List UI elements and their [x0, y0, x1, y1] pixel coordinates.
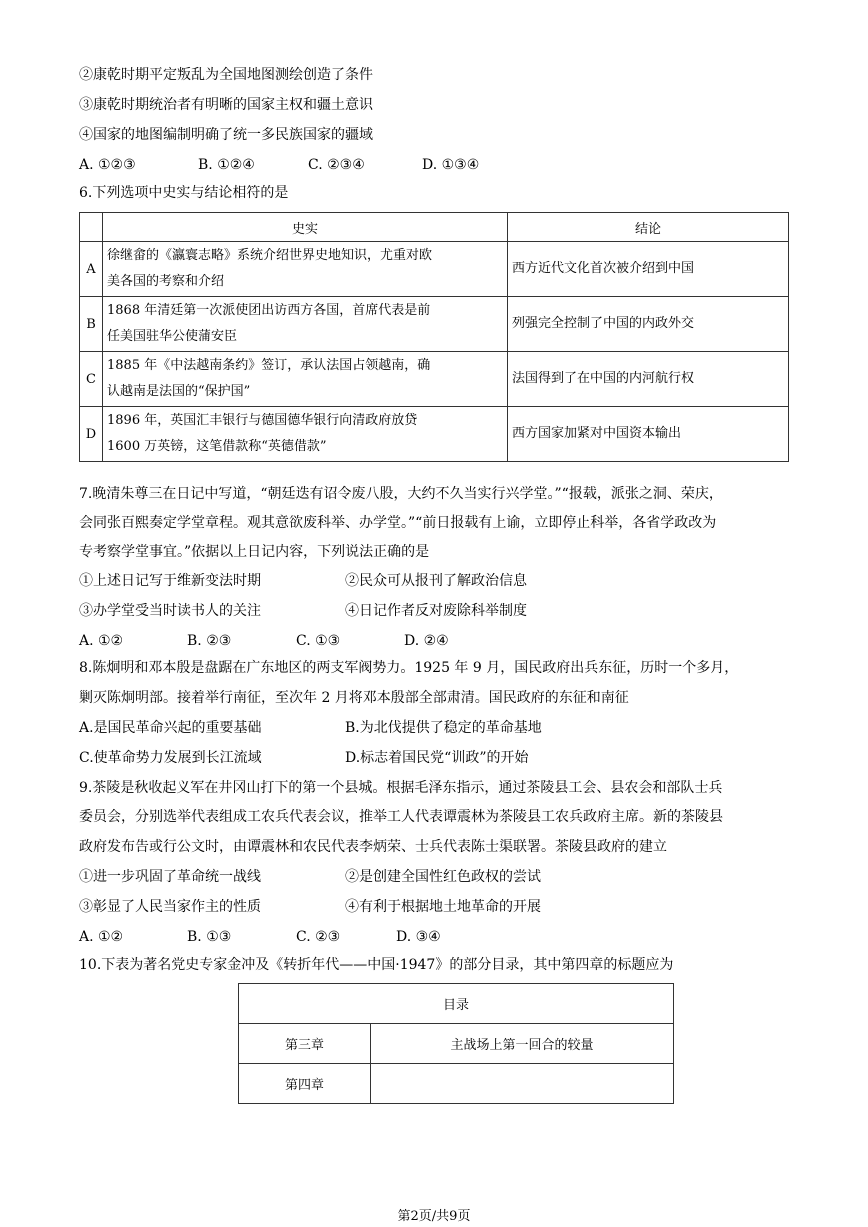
q9-option-d: D. ③④ [396, 929, 441, 945]
q8-option-b: B.为北伐提供了稳定的革命基地 [345, 720, 542, 736]
q9-option-c: C. ②③ [296, 929, 341, 945]
toc-chapter-3-label: 第三章 [239, 1024, 371, 1064]
row-conclusion: 法国得到了在中国的内河航行权 [508, 352, 789, 407]
q9-stem-line-3: 政府发布告或行公文时，由谭震林和农民代表李炳荣、士兵代表陈士渠联署。茶陵县政府的建立 [79, 839, 667, 855]
q9-stem-line-1: 9.茶陵是秋收起义军在井冈山打下的第一个县城。根据毛泽东指示，通过茶陵县工会、县农会和部队士兵 [79, 780, 723, 796]
q5-option-d: D. ①③④ [422, 157, 480, 173]
fact-line: 任美国驻华公使蒲安臣 [107, 329, 238, 344]
row-conclusion: 西方近代文化首次被介绍到中国 [508, 242, 789, 297]
row-conclusion: 西方国家加紧对中国资本输出 [508, 407, 789, 462]
q7-option-d: D. ②④ [404, 633, 449, 649]
fact-line: 美各国的考察和介绍 [107, 274, 225, 289]
row-fact [103, 407, 508, 462]
table-row [239, 1064, 674, 1104]
q9-statement-3: ③彰显了人民当家作主的性质 [79, 899, 261, 915]
q7-statement-1: ①上述日记写于维新变法时期 [79, 573, 261, 589]
fact-line: 1885 年《中法越南条约》签订，承认法国占领越南，确 [107, 358, 431, 373]
q5-option-a: A. ①②③ [79, 157, 136, 173]
q6-stem: 6.下列选项中史实与结论相符的是 [79, 185, 289, 201]
row-label: A [80, 242, 103, 297]
row-conclusion: 列强完全控制了中国的内政外交 [508, 297, 789, 352]
q7-statement-2: ②民众可从报刊了解政治信息 [345, 573, 527, 589]
q7-statement-3: ③办学堂受当时读书人的关注 [79, 603, 261, 619]
q8-stem-line-2: 剿灭陈炯明部。接着举行南征，至次年 2 月将邓本殷部全部肃清。国民政府的东征和南征 [79, 690, 629, 706]
q9-option-a: A. ①② [79, 929, 124, 945]
q7-option-b: B. ②③ [187, 633, 232, 649]
fact-line: 徐继畲的《瀛寰志略》系统介绍世界史地知识，尤重对欧 [107, 248, 433, 263]
fact-line: 1896 年，英国汇丰银行与德国德华银行向清政府放贷 [107, 413, 418, 428]
q10-toc-table [238, 983, 674, 1104]
q9-statement-1: ①进一步巩固了革命统一战线 [79, 869, 261, 885]
page-footer: 第2页/共9页 [397, 1209, 471, 1224]
row-label: C [80, 352, 103, 407]
q5-option-c: C. ②③④ [308, 157, 365, 173]
q9-stem-line-2: 委员会，分别选举代表组成工农兵代表会议，推举工人代表谭震林为茶陵县工农兵政府主席。新的茶陵县 [79, 809, 723, 825]
q7-stem-line-1: 7.晚清朱尊三在日记中写道，“朝廷迭有诏令废八股，大约不久当实行兴学堂。”“报载，派张之洞、荣庆， [79, 486, 723, 502]
q6-header-conclusion: 结论 [508, 213, 789, 242]
q9-statement-4: ④有利于根据地土地革命的开展 [345, 899, 541, 915]
toc-header: 目录 [239, 984, 674, 1024]
table-row [80, 242, 789, 297]
row-label: B [80, 297, 103, 352]
table-row [80, 297, 789, 352]
row-fact [103, 242, 508, 297]
q8-stem-line-1: 8.陈炯明和邓本殷是盘踞在广东地区的两支军阀势力。1925 年 9 月，国民政府出兵东征，历时一个多月， [79, 660, 739, 676]
q9-option-b: B. ①③ [187, 929, 232, 945]
q6-table [79, 212, 789, 462]
q8-option-d: D.标志着国民党“训政”的开始 [345, 750, 529, 766]
table-row [80, 407, 789, 462]
q9-statement-2: ②是创建全国性红色政权的尝试 [345, 869, 541, 885]
toc-chapter-4-label: 第四章 [239, 1064, 371, 1104]
q10-stem: 10.下表为著名党史专家金冲及《转折年代——中国·1947》的部分目录，其中第四章的标题应为 [79, 957, 674, 973]
q7-option-a: A. ①② [79, 633, 124, 649]
q6-table-header [80, 213, 789, 242]
toc-chapter-4-title [371, 1064, 674, 1104]
table-row [239, 1024, 674, 1064]
fact-line: 认越南是法国的“保护国” [107, 384, 251, 399]
q5-option-b: B. ①②④ [198, 157, 255, 173]
q6-header-fact: 史实 [103, 213, 508, 242]
row-fact [103, 352, 508, 407]
q8-option-a: A.是国民革命兴起的重要基础 [79, 720, 262, 736]
q7-stem-line-3: 专考察学堂事宜。”依据以上日记内容，下列说法正确的是 [79, 544, 430, 560]
q7-statement-4: ④日记作者反对废除科举制度 [345, 603, 527, 619]
table-row [80, 352, 789, 407]
q5-statement-3: ③康乾时期统治者有明晰的国家主权和疆土意识 [79, 97, 373, 113]
q7-stem-line-2: 会同张百熙奏定学堂章程。观其意欲废科举、办学堂。”“前日报载有上谕，立即停止科举，各省学政改为 [79, 515, 717, 531]
q5-statement-4: ④国家的地图编制明确了统一多民族国家的疆域 [79, 127, 373, 143]
row-label: D [80, 407, 103, 462]
row-fact [103, 297, 508, 352]
fact-line: 1600 万英镑，这笔借款称“英德借款” [107, 439, 327, 454]
q8-option-c: C.使革命势力发展到长江流域 [79, 750, 262, 766]
q5-statement-2: ②康乾时期平定叛乱为全国地图测绘创造了条件 [79, 67, 373, 83]
q7-option-c: C. ①③ [296, 633, 341, 649]
toc-chapter-3-title: 主战场上第一回合的较量 [371, 1024, 674, 1064]
fact-line: 1868 年清廷第一次派使团出访西方各国，首席代表是前 [107, 303, 431, 318]
